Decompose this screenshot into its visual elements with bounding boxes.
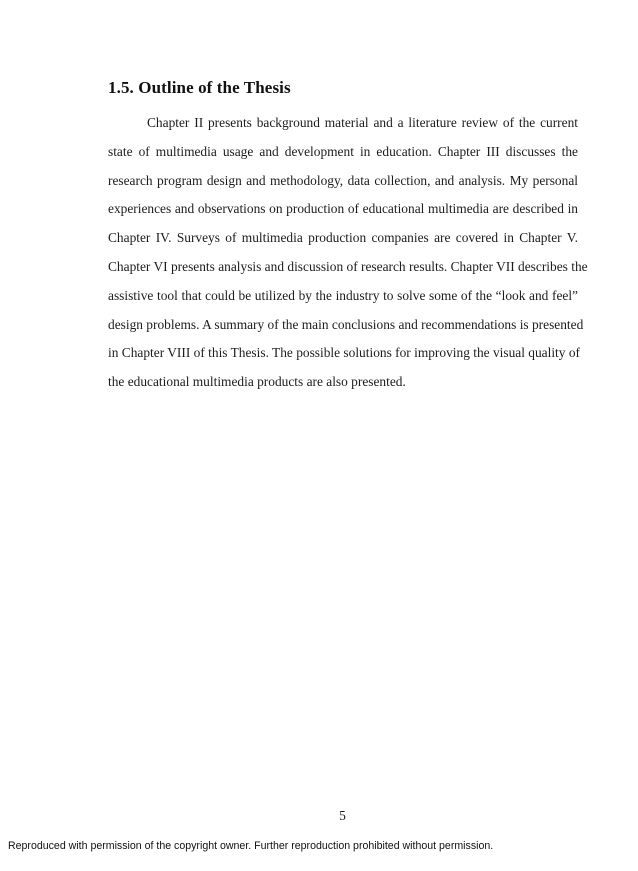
paragraph-line: Chapter VI presents analysis and discussion of research results. Chapter VII describes the [108, 258, 588, 274]
paragraph-line: research program design and methodology, data collection, and analysis. My personal [108, 172, 578, 188]
paragraph-line: design problems. A summary of the main conclusions and recommendations is presented [108, 316, 584, 332]
paragraph-line: assistive tool that could be utilized by the industry to solve some of the “look and feel” [108, 287, 578, 303]
paragraph-line: experiences and observations on production of educational multimedia are described in [108, 201, 578, 217]
paragraph-line: Chapter IV. Surveys of multimedia production companies are covered in Chapter V. [108, 230, 578, 246]
paragraph-line: state of multimedia usage and development in education. Chapter III discusses the [108, 143, 578, 159]
page-number: 5 [339, 808, 346, 823]
paragraph-line: the educational multimedia products are also presented. [108, 374, 406, 390]
copyright-notice: Reproduced with permission of the copyright owner. Further reproduction prohibited without permission. [8, 840, 494, 852]
paragraph-line: in Chapter VIII of this Thesis. The possible solutions for improving the visual quality of [108, 345, 580, 361]
body-paragraph [108, 113, 588, 401]
section-heading: 1.5. Outline of the Thesis [108, 78, 291, 97]
paragraph-line: Chapter II presents background material and a literature review of the current [147, 115, 578, 130]
